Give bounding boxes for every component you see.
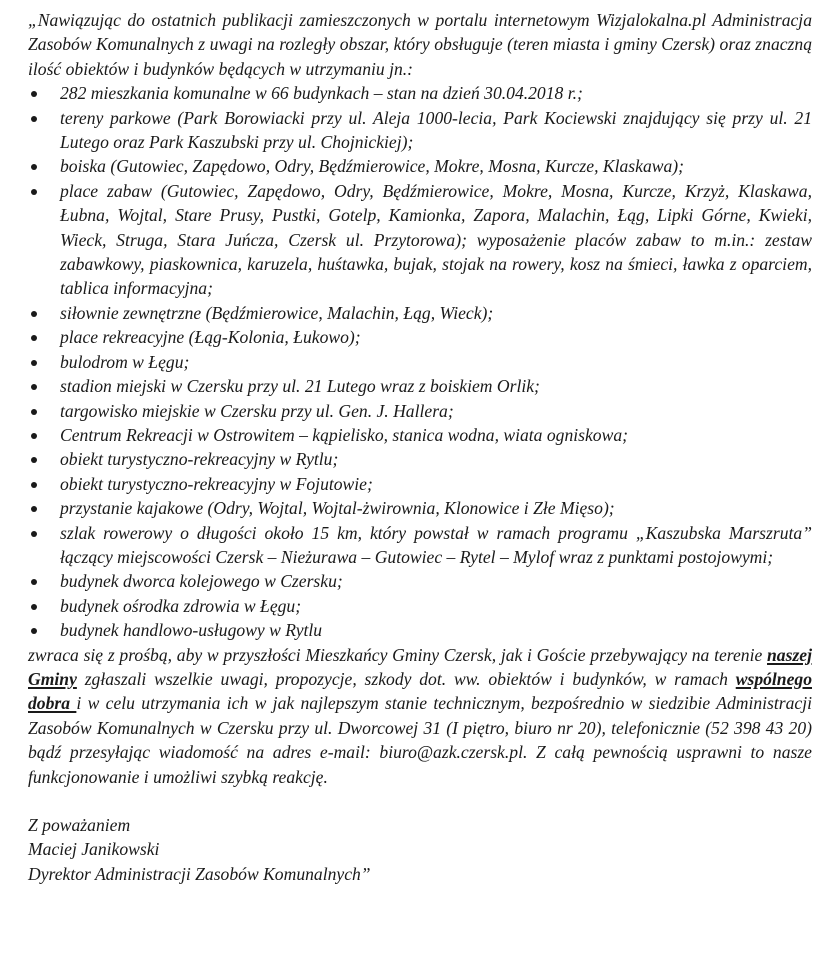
list-item xyxy=(28,179,812,301)
list-item-text: targowisko miejskie w Czersku przy ul. Gen. J. Hallera; xyxy=(60,400,454,421)
list-item xyxy=(28,106,812,155)
bullet-icon xyxy=(31,482,37,488)
bullet-icon xyxy=(31,579,37,585)
bullet-icon xyxy=(31,164,37,170)
list-item xyxy=(28,472,812,496)
signature-block xyxy=(28,813,812,886)
bullet-icon xyxy=(31,604,37,610)
bullet-icon xyxy=(31,506,37,512)
list-item-text: obiekt turystyczno-rekreacyjny w Fojutowie; xyxy=(60,473,373,494)
bullet-icon xyxy=(31,91,37,97)
list-item-text: place rekreacyjne (Łąg-Kolonia, Łukowo); xyxy=(60,327,361,348)
list-item xyxy=(28,374,812,398)
list-item xyxy=(28,81,812,105)
closing-text-part: zwraca się z prośbą, aby w przyszłości Mieszkańcy Gminy Czersk, jak i Goście przebywający na terenie xyxy=(28,644,768,665)
bullet-icon xyxy=(31,360,37,366)
bullet-icon xyxy=(31,189,37,195)
list-item xyxy=(28,154,812,178)
bullet-icon xyxy=(31,409,37,415)
list-item-text: 282 mieszkania komunalne w 66 budynkach – stan na dzień 30.04.2018 r.; xyxy=(60,83,583,104)
list-item xyxy=(28,447,812,471)
list-item-text: boiska (Gutowiec, Zapędowo, Odry, Będźmierowice, Mokre, Mosna, Kurcze, Klaskawa); xyxy=(60,156,685,177)
bullet-icon xyxy=(31,531,37,537)
list-item-text: siłownie zewnętrzne (Będźmierowice, Malachin, Łąg, Wieck); xyxy=(60,302,494,323)
bullet-icon xyxy=(31,457,37,463)
closing-paragraph xyxy=(28,643,812,789)
list-item xyxy=(28,521,812,570)
list-item-text: place zabaw (Gutowiec, Zapędowo, Odry, Będźmierowice, Mokre, Mosna, Kurcze, Krzyż, Klaskawa, Łubna, Wojtal, Stare Prusy, Pustki, Gotelp, Kamionka, Zapora, Malachin, Łąg, Lipki Górne, Kwieki, Wieck, Struga, Stara Juńcza, Czersk ul. Przytorowa); wyposażenie placów zabaw to m.in.: zestaw zabawkowy, piaskownica, karuzela, huśtawka, bujak, stojak na rowery, kosz na śmieci, ławka z oparciem, tablica informacyjna; xyxy=(60,180,812,299)
list-item-text: szlak rowerowy o długości około 15 km, który powstał w ramach programu „Kaszubska Marszruta” łączący miejscowości Czersk – Nieżurawa – Gutowiec – Rytel – Mylof wraz z punktami postojowymi; xyxy=(60,522,812,567)
facilities-list xyxy=(28,81,812,642)
list-item-text: tereny parkowe (Park Borowiacki przy ul. Aleja 1000-lecia, Park Kociewski znajdujący się przy ul. 21 Lutego oraz Park Kaszubski przy ul. Chojnickiej); xyxy=(60,107,812,153)
signature-name: Maciej Janikowski xyxy=(28,839,160,860)
list-item xyxy=(28,301,812,325)
closing-text-part: zgłaszali wszelkie uwagi, propozycje, szkody dot. ww. obiektów i budynków, w ramach xyxy=(76,668,736,689)
list-item xyxy=(28,496,812,520)
closing-text-part: i w celu utrzymania ich w jak najlepszym stanie technicznym, bezpośrednio w siedzibie Administracji Zasobów Komunalnych w Czersku przy ul. Dworcowej 31 (I piętro, biuro nr 20), telefonicznie (52 398 43 20) bądź przesyłając wiadomość na adres e-mail: biuro@azk.czersk.pl. Z całą pewnością usprawni to nasze funkcjonowanie i umożliwi szybką reakcję. xyxy=(28,693,813,787)
emphasis-common-good: wspólnego dobra xyxy=(28,668,812,714)
list-item-text: stadion miejski w Czersku przy ul. 21 Lutego wraz z boiskiem Orlik; xyxy=(60,376,540,397)
signature-greeting: Z poważaniem xyxy=(28,815,131,835)
bullet-icon xyxy=(31,335,37,341)
list-item-text: przystanie kajakowe (Odry, Wojtal, Wojtal-żwirownia, Klonowice i Złe Mięso); xyxy=(60,498,615,519)
list-item xyxy=(28,350,812,374)
list-item xyxy=(28,423,812,447)
list-item-text: budynek ośrodka zdrowia w Łęgu; xyxy=(60,595,302,616)
signature-title: Dyrektor Administracji Zasobów Komunalnych” xyxy=(28,863,371,884)
list-item-text: budynek dworca kolejowego w Czersku; xyxy=(60,571,343,592)
list-item xyxy=(28,399,812,423)
intro-paragraph: „Nawiązując do ostatnich publikacji zamieszczonych w portalu internetowym Wizjalokalna.pl Administracja Zasobów Komunalnych z uwagi na rozległy obszar, który obsługuje (teren miasta i gminy Czersk) oraz znaczną ilość obiektów i budynków będących w utrzymaniu jn.: xyxy=(28,10,812,79)
list-item xyxy=(28,325,812,349)
list-item-text: obiekt turystyczno-rekreacyjny w Rytlu; xyxy=(60,449,339,470)
bullet-icon xyxy=(31,433,37,439)
emphasis-our-municipality: naszej Gminy xyxy=(28,644,812,689)
list-item xyxy=(28,594,812,618)
list-item-text: budynek handlowo-usługowy w Rytlu xyxy=(60,620,323,641)
bullet-icon xyxy=(31,116,37,122)
bullet-icon xyxy=(31,311,37,317)
list-item xyxy=(28,569,812,593)
list-item-text: bulodrom w Łęgu; xyxy=(60,351,190,372)
bullet-icon xyxy=(31,384,37,390)
bullet-icon xyxy=(31,628,37,634)
list-item-text: Centrum Rekreacji w Ostrowitem – kąpielisko, stanica wodna, wiata ogniskowa; xyxy=(60,424,628,445)
list-item xyxy=(28,618,812,642)
